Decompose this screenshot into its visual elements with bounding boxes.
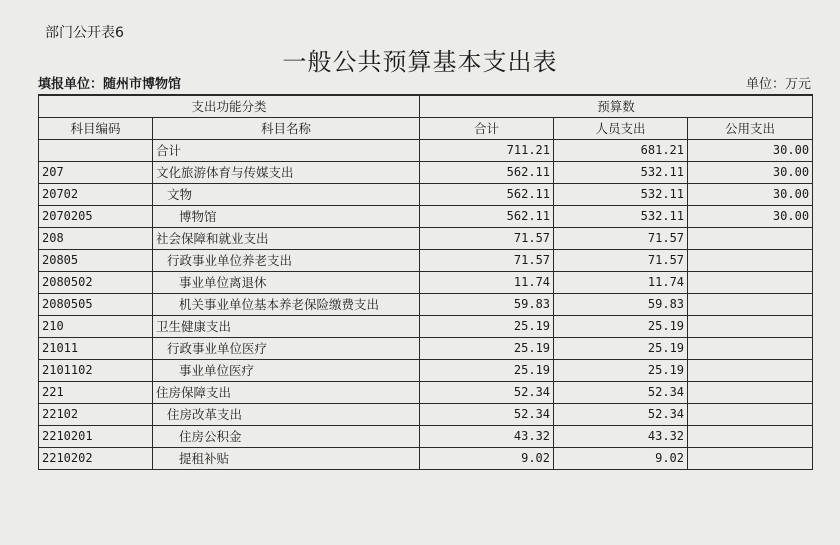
total-cell: 43.32 — [420, 426, 554, 448]
personnel-cell: 11.74 — [554, 272, 688, 294]
public-cell: 30.00 — [688, 140, 813, 162]
table-row — [39, 316, 813, 338]
personnel-cell: 532.11 — [554, 184, 688, 206]
public-cell — [688, 360, 813, 382]
name-cell: 合计 — [153, 140, 420, 162]
personnel-cell: 25.19 — [554, 360, 688, 382]
name-cell: 文化旅游体育与传媒支出 — [153, 162, 420, 184]
personnel-cell: 71.57 — [554, 228, 688, 250]
name-cell: 住房公积金 — [153, 426, 420, 448]
total-cell: 562.11 — [420, 184, 554, 206]
personnel-cell: 532.11 — [554, 206, 688, 228]
filing-unit-label: 填报单位：随州市博物馆 — [38, 77, 182, 92]
table-row — [39, 272, 813, 294]
header-row-group — [39, 95, 813, 118]
total-cell: 52.34 — [420, 404, 554, 426]
public-cell — [688, 404, 813, 426]
total-cell: 71.57 — [420, 250, 554, 272]
total-cell: 711.21 — [420, 140, 554, 162]
name-cell: 卫生健康支出 — [153, 316, 420, 338]
table-number-label: 部门公开表6 — [45, 25, 124, 41]
table-row — [39, 360, 813, 382]
table-row — [39, 382, 813, 404]
page-title: 一般公共预算基本支出表 — [282, 48, 558, 76]
code-cell: 2080502 — [39, 272, 153, 294]
public-cell — [688, 426, 813, 448]
table-row — [39, 184, 813, 206]
table-row — [39, 294, 813, 316]
name-cell: 事业单位医疗 — [153, 360, 420, 382]
public-cell: 30.00 — [688, 206, 813, 228]
code-cell: 210 — [39, 316, 153, 338]
public-cell — [688, 228, 813, 250]
code-cell: 208 — [39, 228, 153, 250]
header-budget-amount: 预算数 — [420, 95, 813, 118]
budget-table — [38, 94, 813, 470]
personnel-cell: 9.02 — [554, 448, 688, 470]
header-code: 科目编码 — [39, 118, 153, 140]
name-cell: 行政事业单位养老支出 — [153, 250, 420, 272]
personnel-cell: 681.21 — [554, 140, 688, 162]
name-cell: 文物 — [153, 184, 420, 206]
header-public: 公用支出 — [688, 118, 813, 140]
total-cell: 59.83 — [420, 294, 554, 316]
code-cell: 22102 — [39, 404, 153, 426]
public-cell — [688, 272, 813, 294]
total-cell: 25.19 — [420, 338, 554, 360]
header-personnel: 人员支出 — [554, 118, 688, 140]
name-cell: 博物馆 — [153, 206, 420, 228]
personnel-cell: 52.34 — [554, 382, 688, 404]
public-cell — [688, 316, 813, 338]
code-cell: 21011 — [39, 338, 153, 360]
table-row — [39, 140, 813, 162]
table-row — [39, 404, 813, 426]
total-cell: 71.57 — [420, 228, 554, 250]
public-cell — [688, 250, 813, 272]
code-cell: 2080505 — [39, 294, 153, 316]
code-cell: 2210201 — [39, 426, 153, 448]
total-cell: 562.11 — [420, 162, 554, 184]
name-cell: 行政事业单位医疗 — [153, 338, 420, 360]
code-cell: 207 — [39, 162, 153, 184]
total-cell: 11.74 — [420, 272, 554, 294]
code-cell: 20805 — [39, 250, 153, 272]
table-row — [39, 426, 813, 448]
table-row — [39, 228, 813, 250]
public-cell: 30.00 — [688, 184, 813, 206]
public-cell — [688, 338, 813, 360]
personnel-cell: 25.19 — [554, 338, 688, 360]
total-cell: 25.19 — [420, 316, 554, 338]
public-cell: 30.00 — [688, 162, 813, 184]
public-cell — [688, 294, 813, 316]
public-cell — [688, 448, 813, 470]
code-cell: 20702 — [39, 184, 153, 206]
header-total: 合计 — [420, 118, 554, 140]
code-cell: 2101102 — [39, 360, 153, 382]
name-cell: 住房保障支出 — [153, 382, 420, 404]
header-function-class: 支出功能分类 — [39, 95, 420, 118]
public-cell — [688, 382, 813, 404]
name-cell: 机关事业单位基本养老保险缴费支出 — [153, 294, 420, 316]
header-row-columns — [39, 118, 813, 140]
personnel-cell: 59.83 — [554, 294, 688, 316]
personnel-cell: 43.32 — [554, 426, 688, 448]
code-cell — [39, 140, 153, 162]
table-row — [39, 338, 813, 360]
personnel-cell: 532.11 — [554, 162, 688, 184]
total-cell: 562.11 — [420, 206, 554, 228]
total-cell: 9.02 — [420, 448, 554, 470]
header-name: 科目名称 — [153, 118, 420, 140]
table-row — [39, 162, 813, 184]
personnel-cell: 52.34 — [554, 404, 688, 426]
total-cell: 25.19 — [420, 360, 554, 382]
name-cell: 事业单位离退休 — [153, 272, 420, 294]
personnel-cell: 71.57 — [554, 250, 688, 272]
name-cell: 社会保障和就业支出 — [153, 228, 420, 250]
code-cell: 2210202 — [39, 448, 153, 470]
code-cell: 2070205 — [39, 206, 153, 228]
table-row — [39, 206, 813, 228]
currency-unit-label: 单位：万元 — [745, 77, 811, 92]
personnel-cell: 25.19 — [554, 316, 688, 338]
table-row — [39, 250, 813, 272]
name-cell: 住房改革支出 — [153, 404, 420, 426]
name-cell: 提租补贴 — [153, 448, 420, 470]
table-row — [39, 448, 813, 470]
total-cell: 52.34 — [420, 382, 554, 404]
code-cell: 221 — [39, 382, 153, 404]
